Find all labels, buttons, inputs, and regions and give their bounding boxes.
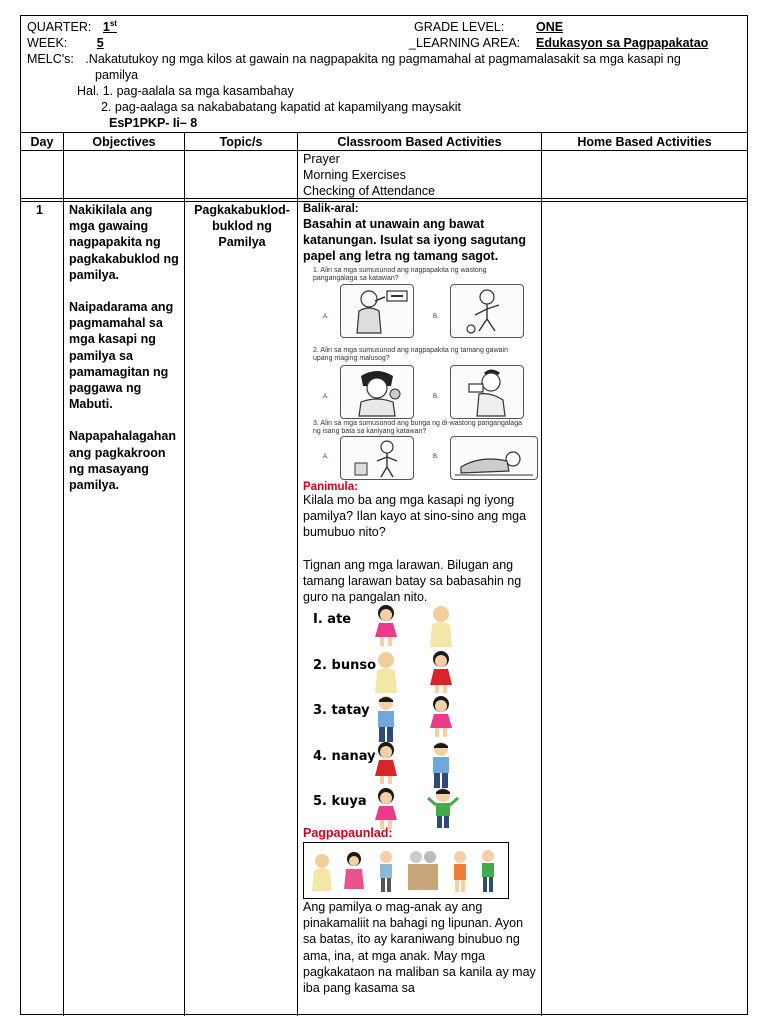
grade-level-label: GRADE LEVEL: (414, 20, 505, 34)
opening-activities (303, 151, 435, 200)
panimula-heading: Panimula: (303, 481, 358, 493)
quiz-1-image-a (340, 284, 414, 338)
competency-code: EsP1PKP- Ii– 8 (109, 116, 198, 130)
quiz-1-option-a: A. (323, 314, 329, 320)
header-topics: Topic/s (219, 135, 263, 149)
quiz-question-2: 2. Alin sa mga sumusunod ang nagpapakita ng tamang gawain upang maging malusog? (313, 347, 508, 362)
week-value: 5 (96, 36, 104, 50)
baby-figure-icon (371, 649, 401, 695)
quiz-3-option-b: B. (433, 454, 439, 460)
header-objectives: Objectives (92, 135, 156, 149)
melc-text-cont: pamilya (95, 68, 139, 82)
quarter-field: QUARTER: 1st (27, 18, 117, 34)
col-divider (297, 132, 298, 1016)
girl-figure-icon (426, 694, 456, 740)
objectives-cell (69, 202, 181, 493)
example-2: 2. pag-aalaga sa nakababatang kapatid at kapamilyang maysakit (101, 100, 461, 114)
week-field: WEEK: 5 (27, 36, 104, 50)
man-figure-icon (426, 740, 456, 790)
lesson-plan-document (20, 15, 748, 1015)
panimula-text: Kilala mo ba ang mga kasapi ng iyong pamilya? Ilan kayo at sino-sino ang mga bumubuo nito? (303, 493, 527, 540)
quiz-1-option-b: B. (433, 314, 439, 320)
objective-2: Naipadarama ang pagmamahal sa mga kasapi ng pamilya sa pamamagitan ng paggawa ng Mabuti. (69, 300, 174, 412)
header-classroom-activities: Classroom Based Activities (337, 135, 502, 149)
learning-area-value: Edukasyon sa Pagpapakatao (536, 36, 709, 50)
man-figure-icon (371, 694, 401, 744)
day-number: 1 (36, 203, 43, 217)
quiz-3-image-a (340, 436, 414, 480)
girl-figure-icon (371, 603, 401, 647)
table-top-border (21, 132, 747, 133)
header-day: Day (30, 135, 54, 149)
activity-prayer: Prayer (303, 152, 340, 166)
family-item-kuya: 5. kuya (313, 794, 367, 809)
girl-figure-icon (426, 649, 456, 695)
family-members-image (303, 842, 509, 899)
family-item-tatay: 3. tatay (313, 703, 370, 718)
melc-field: MELC's: .Nakatutukoy ng mga kilos at gawain na nagpapakita ng pagmamahal at pagmamalasakit sa mga kasapi ng (27, 52, 681, 66)
quiz-2-option-b: B. (433, 394, 439, 400)
objective-1: Nakikilala ang mga gawaing nagpapakita ng pagkakabuklod ng pamilya. (69, 203, 179, 282)
quiz-question-3: 3. Alin sa mga sumusunod ang bunga ng di-wastong pangangalaga ng isang bata sa kaniyang katawan? (313, 420, 522, 435)
family-item-bunso: 2. bunso (313, 658, 376, 673)
grade-level-value: ONE (536, 20, 564, 34)
quiz-1-image-b (450, 284, 524, 338)
balik-aral-heading: Balik-aral: (303, 203, 359, 215)
quiz-3-image-b (450, 436, 538, 480)
pagpapaunlad-heading: Pagpapaunlad: (303, 826, 393, 840)
melc-text: .Nakatutukoy ng mga kilos at gawain na nagpapakita ng pagmamahal at pagmamalasakit sa mga kasapi ng (85, 52, 681, 66)
activity-attendance: Checking of Attendance (303, 184, 436, 199)
quiz-2-image-b (450, 365, 524, 419)
learning-area-label: _LEARNING AREA: (409, 36, 521, 50)
girl-figure-icon (371, 786, 401, 830)
family-item-ate: I. ate (313, 612, 352, 627)
col-divider (63, 132, 64, 1016)
quiz-2-option-a: A. (323, 394, 329, 400)
activity-exercises: Morning Exercises (303, 168, 406, 183)
baby-figure-icon (426, 603, 456, 649)
woman-figure-icon (371, 740, 401, 786)
example-1: Hal. 1. pag-aalala sa mga kasambahay (77, 84, 294, 98)
topic-cell: Pagkakabuklod-buklod ng Pamilya (194, 203, 290, 250)
balik-aral-instructions: Basahin at unawain ang bawat katanungan. Isulat sa iyong sagutang papel ang letra ng tamang sagot. (303, 217, 526, 264)
boy-figure-icon (426, 786, 460, 830)
header-home-activities: Home Based Activities (577, 135, 712, 149)
col-divider (541, 132, 542, 1016)
tignan-instructions: Tignan ang mga larawan. Bilugan ang tamang larawan batay sa babasahin ng guro na pangalan nito. (303, 558, 522, 605)
family-item-nanay: 4. nanay (313, 749, 376, 764)
quarter-value: 1 (102, 20, 110, 34)
col-divider (184, 132, 185, 1016)
quiz-3-option-a: A. (323, 454, 329, 460)
pagpapaunlad-text: Ang pamilya o mag-anak ay ang pinakamaliit na bahagi ng lipunan. Ayon sa batas, ito ay karaniwang binubuo ng ama, ina, at mga anak. May mga pagkakataon na maliban sa kanila ay may iba pang kasama sa (303, 900, 536, 996)
quiz-2-image-a (340, 365, 414, 419)
quiz-question-1: 1. Alin sa mga sumusunod ang nagpapakita ng wastong pangangalaga sa katawan? (313, 267, 487, 282)
objective-3: Napapahalagahan ang pagkakroon ng masayang pamilya. (69, 429, 176, 493)
